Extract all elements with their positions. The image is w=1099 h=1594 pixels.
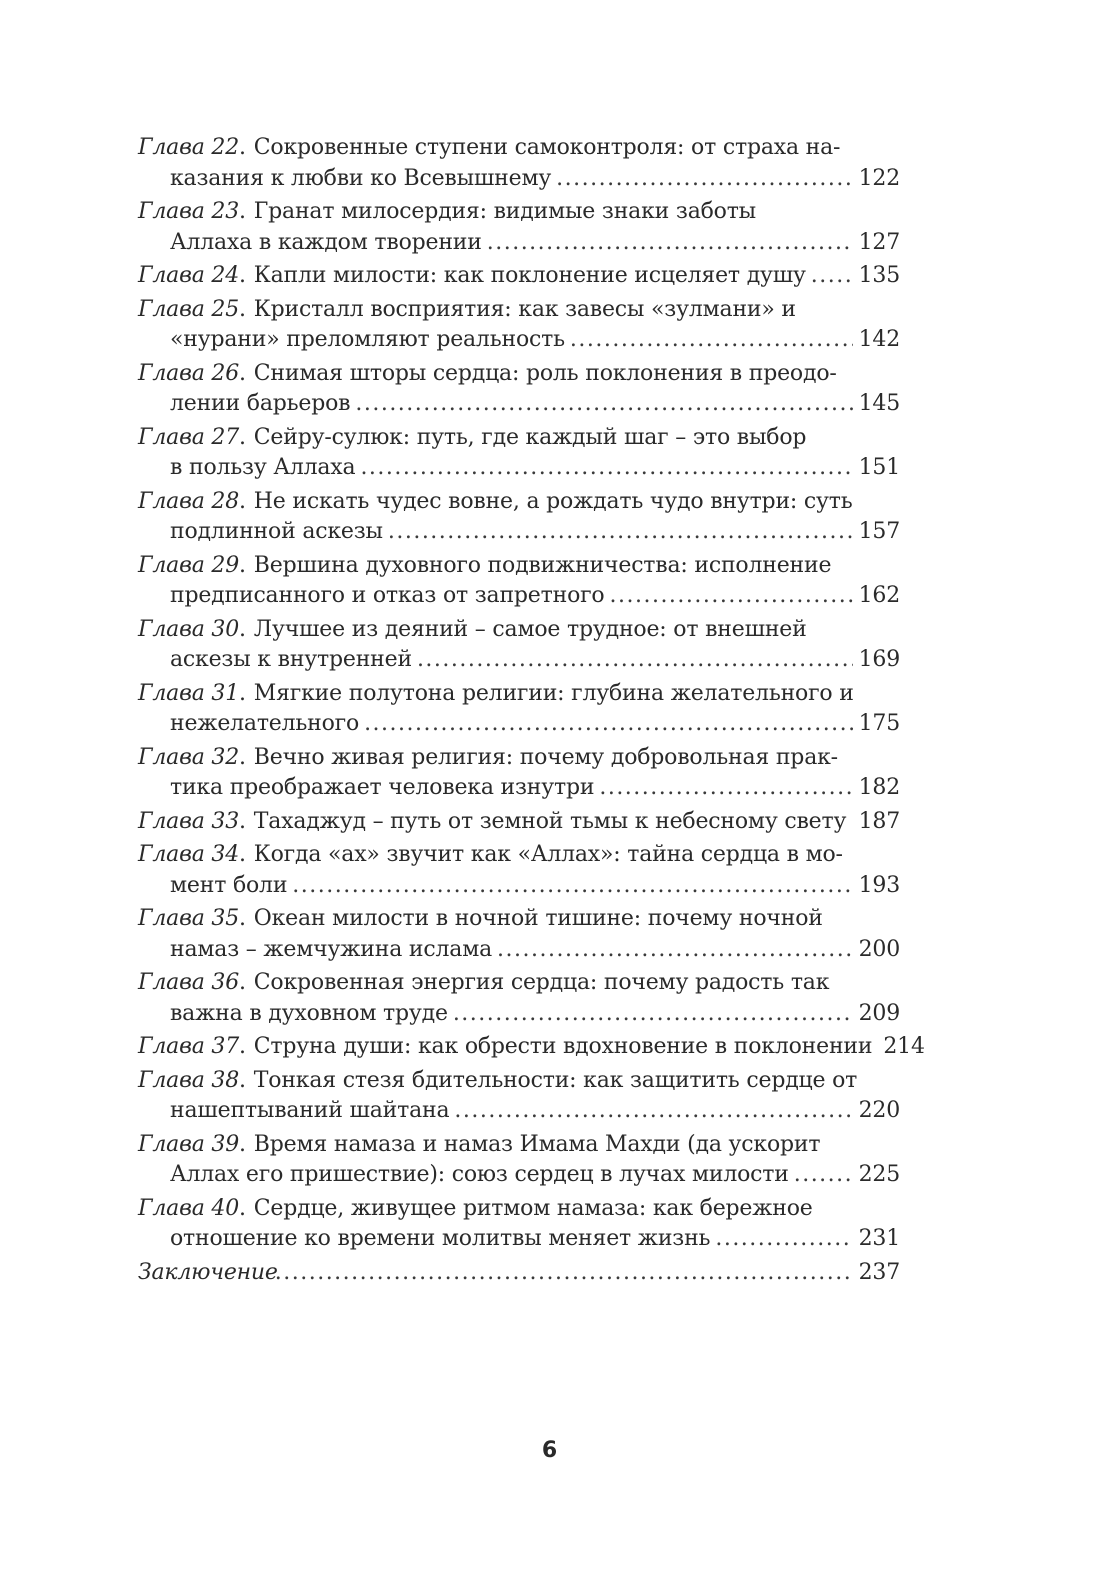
toc-entry-line (138, 1032, 925, 1063)
toc-entry-title: Гранат милосердия: видимые знаки заботы (253, 199, 756, 224)
toc-entry-title: намаз – жемчужина ислама (170, 936, 493, 962)
toc-leader-dots (609, 581, 852, 612)
toc-leader-dots (355, 389, 852, 420)
toc-entry-separator: . (239, 552, 246, 578)
toc-entry (138, 1032, 925, 1063)
toc-entry-page: 162 (858, 583, 900, 608)
toc-entry-line (138, 871, 900, 902)
toc-entry-label: Глава 38 (138, 1067, 239, 1093)
toc-entry-label: Глава 25 (138, 296, 239, 322)
toc-entry-label: Глава 32 (138, 744, 239, 770)
toc-entry (138, 743, 900, 804)
toc-entry-label: Глава 24 (138, 263, 239, 288)
toc-leader-dots (364, 709, 853, 740)
toc-entry-separator: . (239, 488, 246, 514)
toc-entry-label: Глава 22 (138, 135, 239, 160)
toc-leader-dots (388, 517, 853, 548)
toc-entry-label: Глава 31 (138, 680, 239, 706)
toc-entry-title: в пользу Аллаха (170, 455, 356, 480)
toc-entry-title: Струна души: как обрести вдохновение в поклонении (253, 1034, 873, 1059)
toc-entry-title: Капли милости: как поклонение исцеляет душу (253, 263, 806, 288)
toc-entry-line (138, 968, 900, 999)
toc-entry-separator: . (239, 842, 246, 867)
toc-entry-line (138, 1224, 900, 1255)
toc-entry-line (138, 840, 900, 871)
toc-entry-title: Тонкая стезя бдительности: как защитить сердце от (253, 1067, 858, 1093)
toc-entry-line (138, 773, 900, 804)
toc-entry (138, 615, 900, 676)
toc-entry-label: Глава 37 (138, 1034, 239, 1059)
toc-entry-title: отношение ко времени молитвы меняет жизнь (170, 1226, 711, 1251)
toc-entry-line (138, 325, 900, 356)
toc-entry (138, 904, 900, 965)
toc-entry-title: Снимая шторы сердца: роль поклонения в преодо- (253, 360, 837, 386)
toc-entry-label: Глава 26 (138, 360, 239, 386)
toc-entry-page: 187 (858, 808, 900, 834)
toc-leader-dots (487, 228, 853, 259)
toc-entry-title: Сокровенная энергия сердца: почему радость так (253, 970, 830, 995)
toc-entry-title: Сейру-сулюк: путь, где каждый шаг – это выбор (253, 424, 807, 450)
toc-entry (138, 197, 900, 258)
toc-entry-line (138, 743, 900, 774)
toc-entry-title: нашептываний шайтана (170, 1098, 450, 1123)
toc-entry-line (138, 551, 900, 582)
toc-leader-dots (292, 871, 852, 902)
toc-leader-dots (454, 1096, 852, 1127)
toc-entry-line (138, 904, 900, 935)
toc-entry-label: Глава 27 (138, 424, 239, 450)
toc-leader-dots (811, 261, 853, 292)
toc-entry-page: 214 (883, 1034, 925, 1059)
toc-entry-title: Тахаджуд – путь от земной тьмы к небесному свету (253, 808, 847, 834)
toc-entry (138, 807, 900, 838)
toc-entry-title: мент боли (170, 872, 288, 898)
toc-entry-line (138, 359, 900, 390)
toc-leader-dots (275, 1258, 853, 1289)
toc-entry-title: Когда «ах» звучит как «Аллах»: тайна сердца в мо- (253, 842, 843, 867)
toc-entry-page: 127 (858, 229, 900, 255)
toc-entry-separator: . (239, 1034, 246, 1059)
toc-entry-page: 175 (858, 711, 900, 736)
toc-entry-line (138, 1160, 900, 1191)
toc-leader-dots (570, 325, 853, 356)
toc-entry-label: Глава 30 (138, 616, 239, 642)
toc-entry-title: казания к любви ко Всевышнему (170, 165, 552, 191)
toc-entry-title: Мягкие полутона религии: глубина желательного и (253, 680, 854, 706)
toc-entry-title: Время намаза и намаз Имама Махди (да ускорит (253, 1131, 821, 1157)
toc-entry-page: 220 (858, 1098, 900, 1123)
toc-entry-line (138, 228, 900, 259)
toc-entry-page: 200 (858, 936, 900, 962)
toc-entry-title: нежелательного (170, 711, 360, 736)
toc-entry-line (138, 645, 900, 676)
toc-entry (138, 1130, 900, 1191)
toc-leader-dots (453, 999, 853, 1030)
toc-entry-page: 122 (858, 165, 900, 191)
toc-entry-title: лении барьеров (170, 391, 351, 416)
toc-entry-page: 231 (858, 1226, 900, 1251)
toc-entry-title: Аллах его пришествие): союз сердец в лучах милости (170, 1162, 789, 1187)
toc-entry-separator: . (239, 1067, 246, 1093)
toc-entry-title: предписанного и отказ от запретного (170, 583, 605, 608)
toc-entry-separator: . (239, 263, 246, 288)
toc-entry-label: Глава 23 (138, 199, 239, 224)
table-of-contents (138, 133, 925, 1291)
page-number: 6 (541, 1438, 558, 1463)
toc-entry-line (138, 615, 900, 646)
toc-entry-line (138, 261, 900, 292)
toc-leader-dots (851, 807, 852, 838)
toc-entry-title: Вершина духовного подвижничества: исполнение (253, 552, 832, 578)
toc-entry-separator: . (239, 970, 246, 995)
toc-entry-line (138, 1066, 900, 1097)
toc-entry-line (138, 487, 900, 518)
toc-entry-separator: . (239, 680, 246, 706)
toc-entry-separator: . (239, 360, 246, 386)
toc-entry (138, 551, 900, 612)
toc-entry-title: Сокровенные ступени самоконтроля: от страха на- (253, 135, 841, 160)
toc-entry-line (138, 709, 900, 740)
toc-entry-page: 182 (858, 775, 900, 800)
toc-entry-label: Глава 34 (138, 842, 239, 867)
toc-entry-line (138, 197, 900, 228)
toc-leader-dots (599, 773, 852, 804)
toc-entry-separator: . (239, 199, 246, 224)
toc-entry-page: 237 (858, 1259, 900, 1285)
toc-entry (138, 968, 900, 1029)
toc-entry-line (138, 423, 900, 454)
toc-entry-line (138, 1258, 900, 1289)
toc-entry-title: «нурани» преломляют реальность (170, 327, 565, 352)
toc-entry-line (138, 679, 900, 710)
toc-entry-label: Глава 36 (138, 970, 239, 995)
toc-entry-page: 151 (858, 455, 900, 480)
toc-entry (138, 261, 900, 292)
toc-entry-title: важна в духовном труде (170, 1000, 448, 1026)
toc-entry (138, 1066, 900, 1127)
toc-entry-separator: . (239, 808, 246, 834)
toc-entry-page: 169 (858, 647, 900, 672)
toc-entry-title: аскезы к внутренней (170, 647, 412, 672)
toc-entry (138, 295, 900, 356)
toc-entry-label: Заключение (138, 1259, 278, 1285)
toc-entry-title: Аллаха в каждом творении (170, 229, 482, 255)
toc-entry-separator: . (239, 616, 246, 642)
toc-entry (138, 359, 900, 420)
toc-entry-title: Лучшее из деяний – самое трудное: от внешней (253, 616, 807, 642)
toc-entry (138, 679, 900, 740)
toc-entry (138, 487, 900, 548)
toc-entry-separator: . (239, 744, 246, 770)
toc-entry (138, 1258, 900, 1289)
toc-entry (138, 133, 900, 194)
toc-entry-page: 225 (858, 1162, 900, 1187)
toc-entry-page: 135 (858, 263, 900, 288)
toc-entry-line (138, 807, 900, 838)
toc-entry (138, 840, 900, 901)
toc-entry-title: тика преображает человека изнутри (170, 775, 595, 800)
toc-entry-line (138, 517, 900, 548)
toc-entry-line (138, 164, 900, 195)
toc-leader-dots (556, 164, 852, 195)
toc-entry-title: Не искать чудес вовне, а рождать чудо внутри: суть (253, 488, 853, 514)
toc-entry-line (138, 133, 900, 164)
toc-entry-separator: . (239, 906, 246, 931)
toc-entry (138, 1194, 900, 1255)
toc-leader-dots (360, 453, 852, 484)
toc-entry-page: 209 (858, 1000, 900, 1026)
toc-entry-line (138, 295, 900, 326)
toc-entry-line (138, 389, 900, 420)
toc-entry-line (138, 453, 900, 484)
toc-entry-title: подлинной аскезы (170, 519, 383, 544)
toc-entry-label: Глава 40 (138, 1195, 239, 1221)
toc-entry-line (138, 581, 900, 612)
toc-entry-title: Сердце, живущее ритмом намаза: как бережное (253, 1195, 813, 1221)
toc-entry (138, 423, 900, 484)
toc-entry-separator: . (239, 1195, 246, 1221)
toc-entry-label: Глава 35 (138, 906, 239, 931)
toc-entry-label: Глава 39 (138, 1131, 239, 1157)
toc-entry-line (138, 1194, 900, 1225)
toc-entry-separator: . (239, 1131, 246, 1157)
toc-entry-page: 142 (858, 327, 900, 352)
toc-leader-dots (794, 1160, 853, 1191)
toc-entry-line (138, 1130, 900, 1161)
toc-entry-title: Вечно живая религия: почему добровольная прак- (253, 744, 838, 770)
toc-entry-separator: . (239, 424, 246, 450)
toc-entry-page: 157 (858, 519, 900, 544)
toc-entry-line (138, 935, 900, 966)
toc-entry-label: Глава 33 (138, 808, 239, 834)
toc-leader-dots (497, 935, 853, 966)
toc-entry-separator: . (239, 135, 246, 160)
toc-entry-title: Океан милости в ночной тишине: почему ночной (253, 906, 823, 931)
toc-entry-label: Глава 29 (138, 552, 239, 578)
toc-entry-separator: . (239, 296, 246, 322)
toc-entry-page: 145 (858, 391, 900, 416)
toc-entry-line (138, 999, 900, 1030)
toc-leader-dots (417, 645, 853, 676)
toc-entry-label: Глава 28 (138, 488, 239, 514)
toc-entry-title: Кристалл восприятия: как завесы «зулмани» и (253, 296, 796, 322)
toc-leader-dots (715, 1224, 852, 1255)
toc-entry-page: 193 (858, 872, 900, 898)
toc-entry-line (138, 1096, 900, 1127)
